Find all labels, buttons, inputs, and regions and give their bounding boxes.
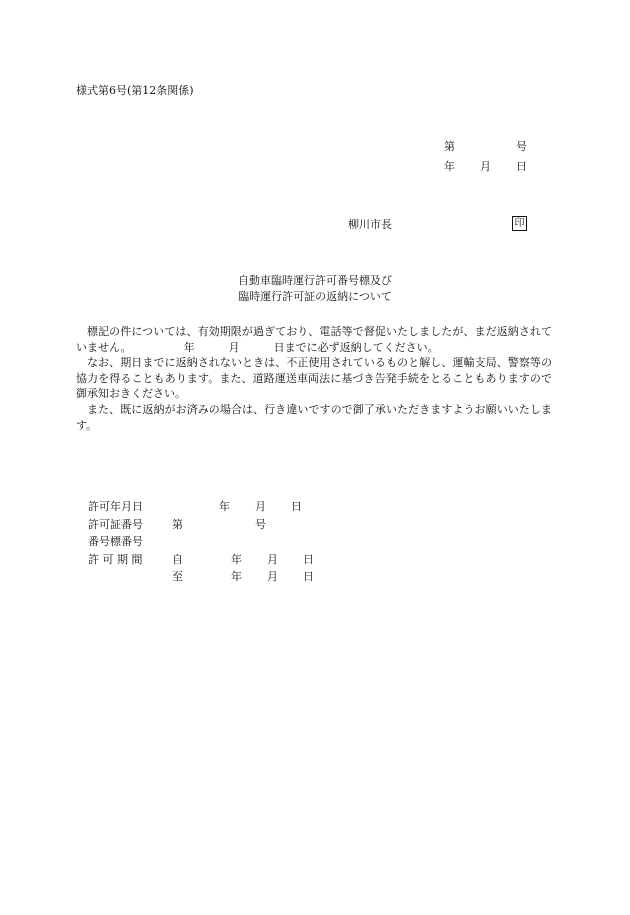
plate-number-label: 番号標番号 (88, 535, 143, 548)
plate-number-row (88, 533, 388, 551)
notice-body (76, 324, 552, 433)
permit-date-month: 月 (255, 500, 266, 513)
permit-date-row (88, 498, 388, 516)
deadline-year: 年 (183, 340, 195, 354)
document-number-go: 号 (516, 140, 527, 153)
period-from-day: 日 (303, 552, 314, 566)
period-to-row (88, 568, 388, 586)
issue-date-month: 月 (480, 160, 491, 173)
sender-name: 柳川市長 (348, 218, 392, 231)
cert-number-label: 許可証番号 (88, 517, 143, 531)
permit-date-year: 年 (219, 500, 230, 513)
period-label: 許 可 期 間 (88, 552, 143, 566)
period-to: 至 (172, 570, 183, 583)
issue-date-day: 日 (516, 160, 527, 173)
permit-date-label: 許可年月日 (88, 500, 143, 513)
period-to-year: 年 (231, 570, 242, 583)
period-from-row (88, 551, 388, 569)
document-title-line2: 臨時運行許可証の返納について (238, 290, 392, 303)
period-from-year: 年 (231, 552, 242, 566)
deadline-text: 日までに必ず返納してください。 (273, 340, 439, 354)
cert-number-go: 号 (255, 517, 266, 531)
body-paragraph-1-text: 標記の件については、有効期限が過ぎており、電話等で督促いたしましたが、まだ返納されていません。 (76, 325, 552, 354)
cert-number-dai: 第 (172, 517, 183, 531)
permit-details (88, 498, 388, 586)
period-from-month: 月 (267, 552, 278, 566)
period-to-day: 日 (303, 570, 314, 583)
period-to-month: 月 (267, 570, 278, 583)
issue-date-year: 年 (444, 160, 455, 173)
cert-number-row (88, 516, 388, 534)
body-paragraph-1 (76, 324, 552, 355)
permit-date-day: 日 (291, 500, 302, 513)
seal-mark: 印 (512, 216, 527, 231)
document-title-line1: 自動車臨時運行許可番号標及び (238, 274, 392, 287)
deadline-month: 月 (228, 340, 240, 354)
body-paragraph-2: なお、期日までに返納されないときは、不正使用されているものと解し、運輸支局、警察等の協力を得ることもあります。また、道路運送車両法に基づき告発手続をとることもありますので御承知おきください。 (76, 356, 552, 401)
document-number-dai: 第 (444, 140, 455, 153)
form-number-label: 様式第6号(第12条関係) (76, 84, 194, 97)
body-paragraph-3: また、既に返納がお済みの場合は、行き違いですので御了承いただきますようお願いいたします。 (76, 402, 552, 432)
period-from: 自 (172, 552, 183, 566)
